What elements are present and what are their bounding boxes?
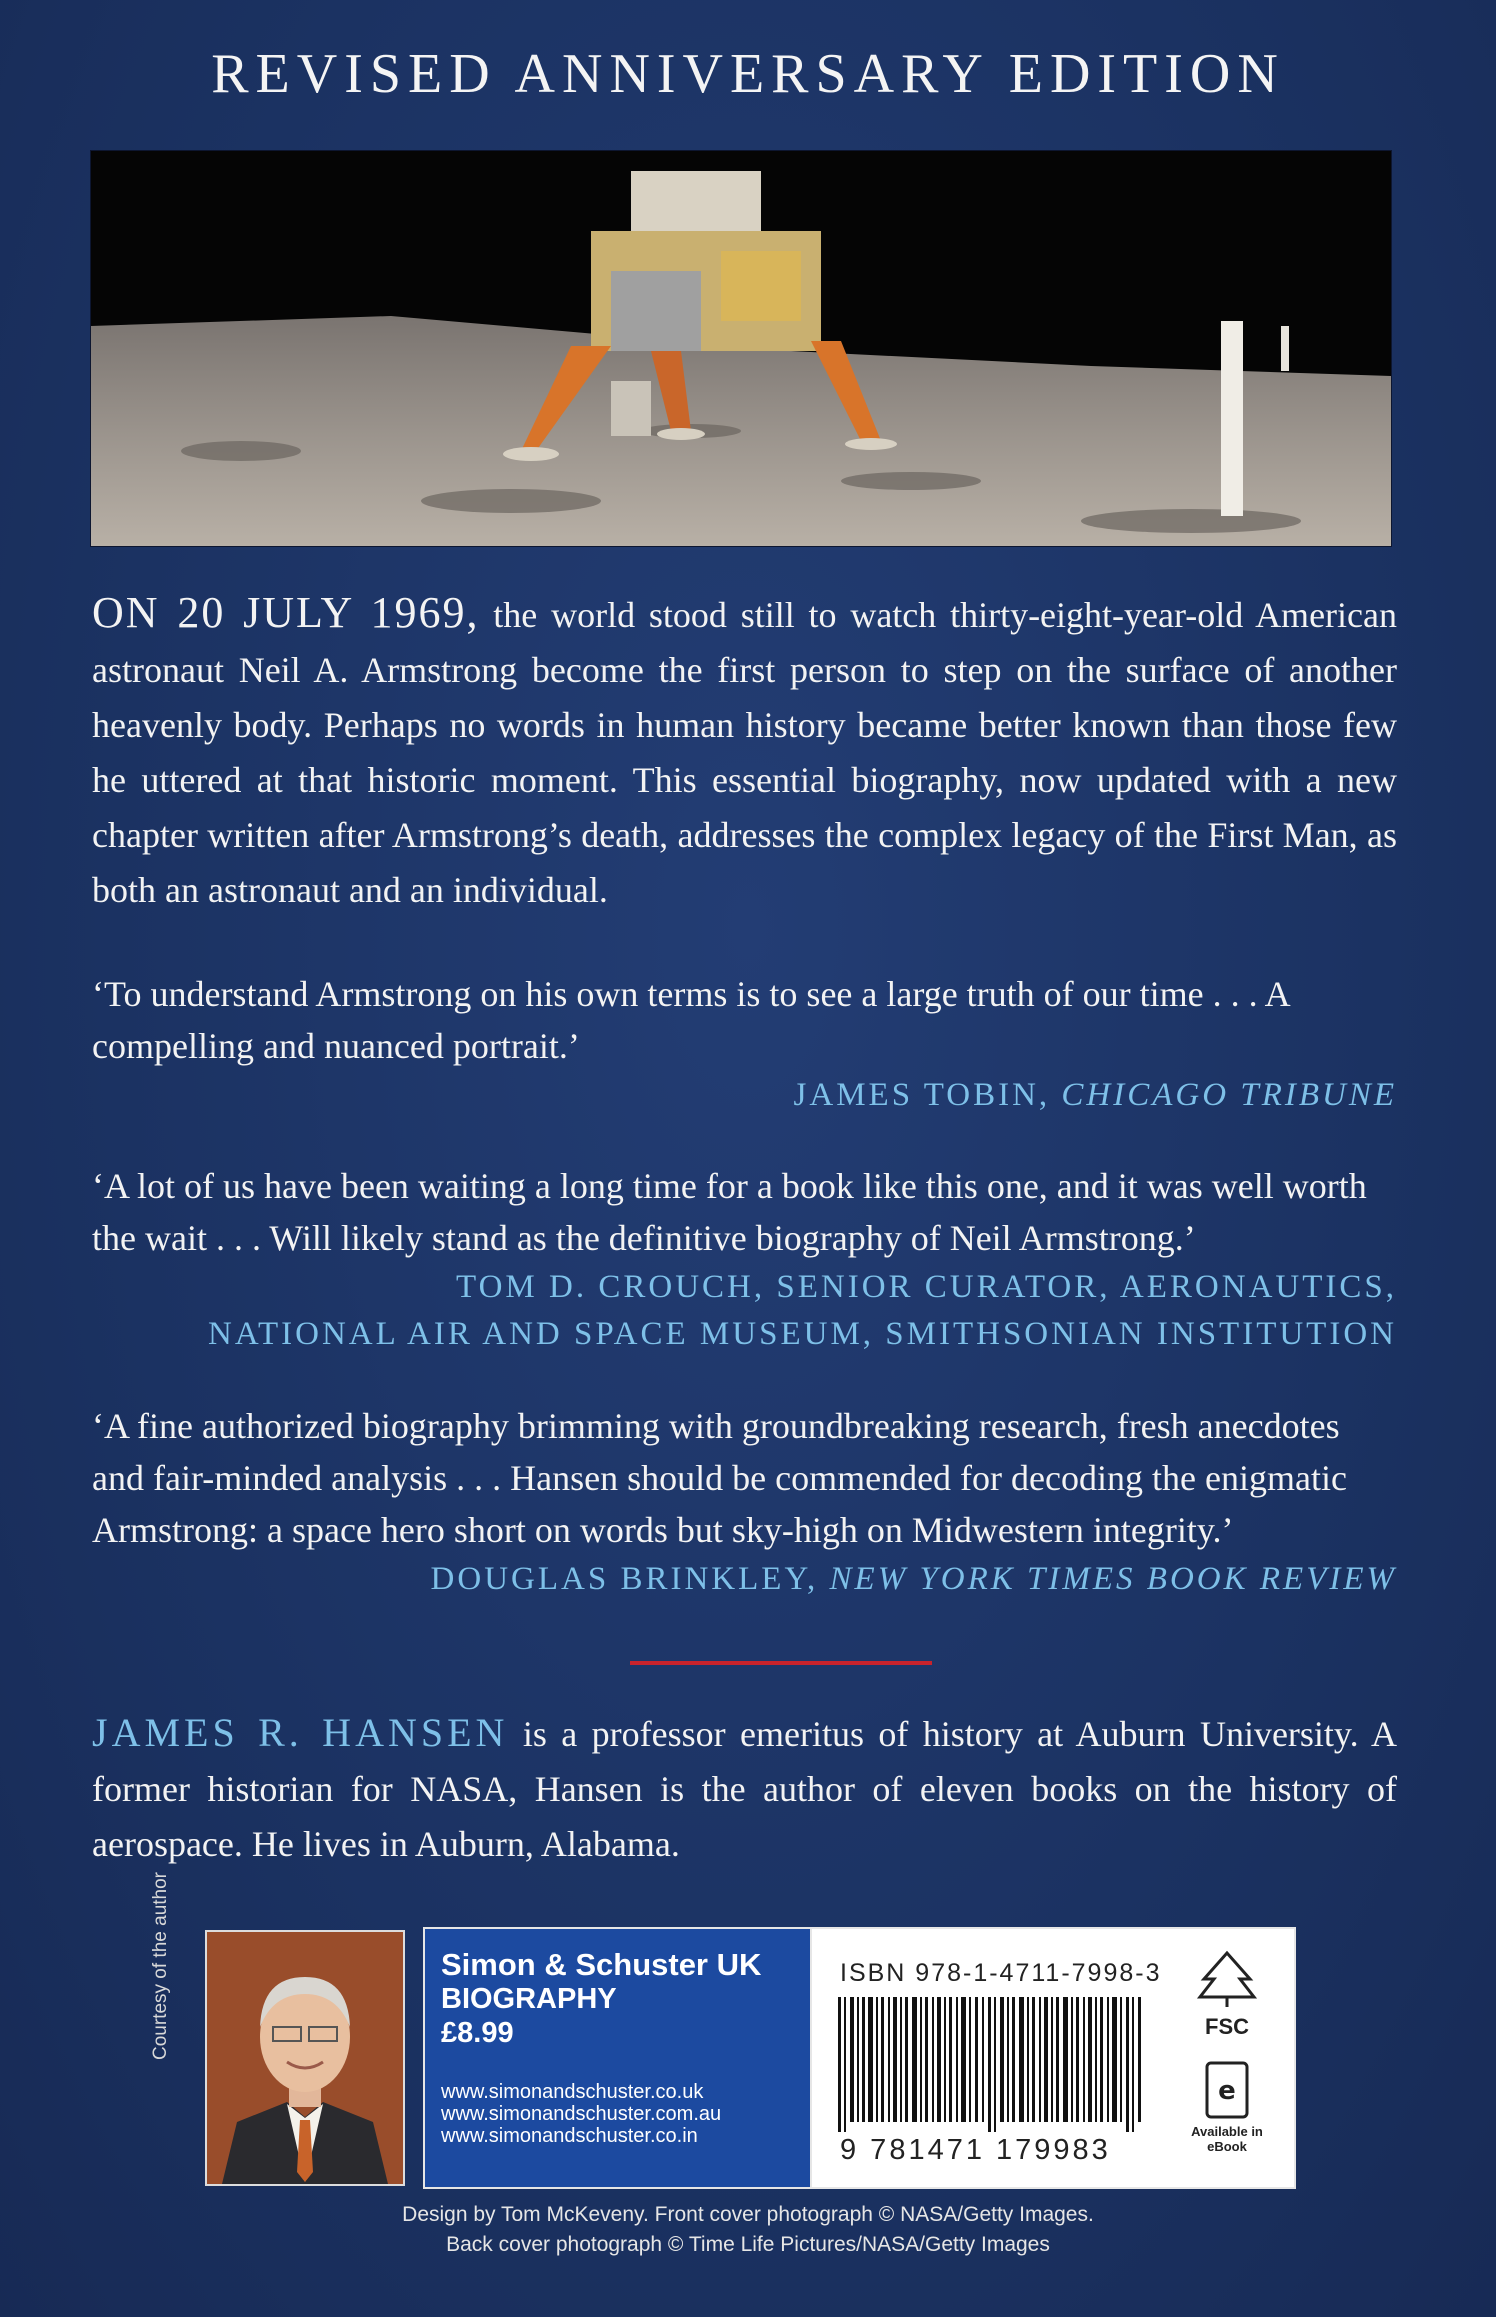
- barcode-box: [810, 1927, 1296, 2189]
- cover-credits: [0, 2200, 1496, 2260]
- ebook-label-1: Available in: [1191, 2124, 1263, 2139]
- attribution-source: CHICAGO TRIBUNE: [1061, 1077, 1397, 1113]
- isbn-text: ISBN 978-1-4711-7998-3: [840, 1959, 1162, 1987]
- quote-text: ‘To understand Armstrong on his own terms is to see a large truth of our time . . . A compelling and nuanced portrait.’: [92, 974, 1289, 1066]
- ebook-icon: [1203, 2061, 1251, 2119]
- attribution-source: NEW YORK TIMES BOOK REVIEW: [829, 1561, 1397, 1597]
- quote-text: ‘A fine authorized biography brimming with groundbreaking research, fresh anecdotes and fair-minded analysis . . . Hansen should be commended for decoding the enigmatic Armstrong: a space hero short on words but sky-high on Midwestern integrity.’: [92, 1406, 1347, 1550]
- quote-attribution-line-1: TOM D. CROUCH, SENIOR CURATOR, AERONAUTICS,: [456, 1269, 1397, 1305]
- lunar-module-photo: [90, 150, 1392, 547]
- price-label: £8.99: [441, 2017, 514, 2049]
- fsc-label: FSC: [1205, 2014, 1249, 2039]
- photo-credit: Courtesy of the author: [150, 1872, 171, 2060]
- review-quote-1: [92, 968, 1397, 1119]
- credits-line-2: Back cover photograph © Time Life Pictures/NASA/Getty Images: [446, 2233, 1050, 2256]
- red-divider: [630, 1661, 932, 1665]
- publisher-urls: [441, 2081, 721, 2147]
- fsc-logo: [1182, 1949, 1272, 2040]
- quote-attribution: [92, 1072, 1397, 1119]
- ebook-badge: [1182, 2061, 1272, 2154]
- attribution-name: DOUGLAS BRINKLEY,: [430, 1561, 819, 1597]
- author-photo: [205, 1930, 405, 2186]
- credits-line-1: Design by Tom McKeveny. Front cover photograph © NASA/Getty Images.: [402, 2203, 1094, 2226]
- synopsis: [92, 585, 1397, 918]
- attribution-name: JAMES TOBIN,: [793, 1077, 1051, 1113]
- author-bio: [92, 1705, 1397, 1872]
- synopsis-text: the world stood still to watch thirty-eight-year-old American astronaut Neil A. Armstrong become the first person to step on the surface of another heavenly body. Perhaps no words in human history became better known than those few he uttered at that historic moment. This essential biography, now updated with a new chapter written after Armstrong’s death, addresses the complex legacy of the First Man, as both an astronaut and an individual.: [92, 595, 1397, 910]
- barcode-icon: [838, 1997, 1158, 2132]
- url-in[interactable]: www.simonandschuster.co.in: [441, 2125, 698, 2147]
- svg-text:e: e: [1218, 2076, 1236, 2106]
- tree-icon: [1192, 1949, 1262, 2009]
- url-uk[interactable]: www.simonandschuster.co.uk: [441, 2081, 704, 2103]
- edition-banner: REVISED ANNIVERSARY EDITION: [211, 43, 1285, 105]
- synopsis-lead: ON 20 JULY 1969,: [92, 588, 480, 637]
- quote-attribution-line-2: NATIONAL AIR AND SPACE MUSEUM, SMITHSONIAN INSTITUTION: [207, 1316, 1397, 1352]
- category-label: BIOGRAPHY: [441, 1983, 617, 2015]
- barcode-number: 9 781471 179983: [840, 2134, 1111, 2166]
- publisher-box: [423, 1927, 814, 2189]
- ebook-label-2: eBook: [1207, 2139, 1247, 2154]
- review-quote-2: [92, 1160, 1397, 1358]
- quote-attribution: [92, 1556, 1397, 1603]
- url-au[interactable]: www.simonandschuster.com.au: [441, 2103, 722, 2125]
- quote-text: ‘A lot of us have been waiting a long time for a book like this one, and it was well worth the wait . . . Will likely stand as the definitive biography of Neil Armstrong.’: [92, 1166, 1367, 1258]
- author-bio-text: is a professor emeritus of history at Auburn University. A former historian for NASA, Hansen is the author of eleven books on the history of aerospace. He lives in Auburn, Alabama.: [92, 1714, 1397, 1864]
- publisher-name: Simon & Schuster UK: [441, 1947, 762, 1982]
- review-quote-3: [92, 1400, 1397, 1603]
- author-name: JAMES R. HANSEN: [92, 1710, 509, 1755]
